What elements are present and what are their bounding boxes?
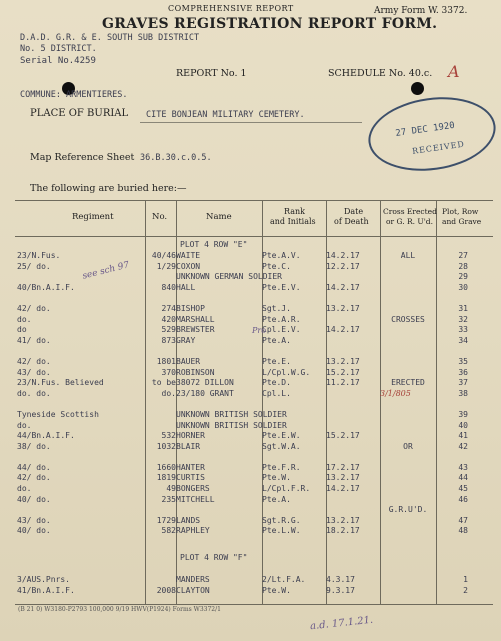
place-of-burial-label: PLACE OF BURIAL [30, 108, 129, 119]
cell-no: 274 [161, 303, 176, 313]
cell-name: BISHOP [176, 303, 205, 313]
cell-date: 14.2.17 [326, 251, 360, 260]
pencil-annotation: see sch 97 [81, 260, 131, 282]
cell-no: 1801 [156, 356, 176, 366]
burial-row [17, 293, 476, 304]
cell-date: 14.2.17 [326, 282, 360, 292]
burial-row [17, 484, 476, 495]
burial-row [17, 421, 476, 432]
cell-name: 23/180 GRANT [176, 388, 234, 398]
cell-date [326, 442, 380, 453]
cell-rank: Pte.E. [262, 356, 291, 366]
cell-date: 11.2.17 [326, 378, 360, 388]
cell-name: HANTER [176, 462, 205, 472]
cell-rank [262, 452, 326, 463]
cell-no: 420 [161, 314, 176, 324]
cell-rank: L/Cpl.W.G. [262, 367, 311, 377]
cell-cross [380, 272, 436, 283]
cell-reg: Tyneside Scottish [17, 409, 99, 419]
cell-name: BREWSTER [176, 325, 215, 335]
buried-here-intro: The following are buried here:— [30, 183, 187, 194]
cell-no [145, 410, 176, 421]
cell-cross [380, 526, 436, 537]
cell-cross [380, 325, 436, 336]
col-rank-sub: and Initials [270, 217, 316, 226]
cell-date [326, 410, 380, 421]
cell-reg: 42/ do. [17, 356, 51, 366]
cell-grave: 34 [458, 335, 468, 345]
cell-no [145, 575, 176, 586]
burial-row [17, 368, 476, 379]
burial-row [17, 431, 476, 442]
cell-grave: 1 [463, 575, 468, 584]
cell-rank: Pte.A. [262, 494, 291, 504]
cell-no [145, 399, 176, 410]
cell-no: 840 [161, 282, 176, 292]
cell-grave [436, 293, 476, 304]
burial-row [17, 346, 476, 357]
cell-date: 14.2.17 [326, 484, 360, 494]
cell-reg: 23/N.Fus. Believed [17, 378, 104, 388]
cell-grave [436, 399, 476, 410]
burial-row [17, 336, 476, 347]
cell-rank: Pte.A. [262, 335, 291, 345]
col-plot-sub: and Grave [442, 217, 482, 226]
cell-no [145, 346, 176, 357]
cell-grave: 36 [458, 367, 468, 377]
cell-name: BONGERS [176, 484, 210, 494]
col-plot: Plot, Row [442, 207, 479, 216]
form-title: GRAVES REGISTRATION REPORT FORM. [102, 16, 438, 32]
burial-table-b [17, 575, 476, 596]
place-of-burial-value: CITE BONJEAN MILITARY CEMETERY. [146, 110, 305, 120]
cell-reg: do. [17, 484, 32, 494]
cell-no [145, 293, 176, 304]
cell-cross [380, 495, 436, 506]
burial-row [17, 526, 476, 537]
cell-cross [380, 262, 436, 273]
cell-date: 18.2.17 [326, 526, 360, 536]
cell-grave: 2 [463, 585, 468, 595]
table-header-rule [15, 236, 493, 237]
cell-name [176, 452, 262, 463]
cell-name: COXON [176, 261, 201, 271]
cell-rank: Pte.L.W. [262, 526, 301, 536]
cell-cross [380, 473, 436, 484]
cell-name [176, 293, 262, 304]
cell-rank: Pte.W. [262, 585, 291, 595]
cell-no [145, 452, 176, 463]
cell-cross [380, 346, 436, 357]
cell-name: LANDS [176, 515, 201, 525]
burial-row [17, 463, 476, 474]
cell-date [326, 389, 380, 400]
col-rank: Rank [284, 207, 305, 216]
cell-date: 13.2.17 [326, 515, 360, 525]
cell-name [176, 505, 262, 516]
cell-date [326, 293, 380, 304]
cell-no: 1729 [156, 515, 176, 525]
burial-row [17, 283, 476, 294]
cell-rank: Pte.W. [262, 473, 291, 483]
cell-no: 873 [161, 335, 176, 345]
received-stamp [364, 89, 501, 178]
cell-grave: 42 [458, 441, 468, 451]
cell-name: UNKNOWN GERMAN SOLDIER [176, 272, 282, 282]
cell-rank: Pte.D. [262, 378, 291, 388]
cell-no: 2008 [156, 585, 176, 595]
cell-cross [380, 368, 436, 379]
burial-row [17, 325, 476, 336]
cell-cross: G.R.U'D. [388, 505, 428, 515]
cell-cross: OR [403, 441, 413, 451]
cell-grave: 41 [458, 431, 468, 441]
cell-rank: Sgt.R.G. [262, 515, 301, 525]
cell-grave: 35 [458, 356, 468, 366]
schedule-handwritten-mark: A [448, 62, 460, 81]
cell-date: 15.2.17 [326, 367, 360, 377]
burial-row [17, 495, 476, 506]
cell-rank [262, 399, 326, 410]
cell-date [326, 272, 380, 283]
cell-name: BAUER [176, 356, 201, 366]
cell-rank: Pte.A.R. [262, 314, 301, 324]
cell-reg: 41/ do. [17, 335, 51, 345]
stamp-date: 27 DEC 1920 [394, 120, 456, 140]
burial-row [17, 378, 476, 389]
serial-number: Serial No.4259 [20, 56, 96, 66]
cell-reg: 40/ do. [17, 494, 51, 504]
cell-grave: 44 [458, 473, 468, 483]
cell-date: 12.2.17 [326, 261, 360, 271]
cell-grave: 43 [458, 462, 468, 472]
cell-reg [17, 346, 145, 357]
cell-grave: 45 [458, 484, 468, 494]
cell-rank: Pte.C. [262, 261, 291, 271]
cell-date [326, 505, 380, 516]
schedule-number: SCHEDULE No. 40.c. [328, 68, 433, 79]
cell-reg: 43/ do. [17, 515, 51, 525]
cell-cross [380, 516, 436, 527]
cell-reg [17, 293, 145, 304]
cell-grave: 29 [458, 272, 468, 282]
cell-date [326, 336, 380, 347]
plot-heading-f: PLOT 4 ROW "F" [180, 553, 248, 562]
cell-reg: 41/Bn.A.I.F. [17, 585, 75, 595]
cell-rank: Sgt.W.A. [262, 441, 301, 451]
cell-reg [17, 505, 145, 516]
cell-reg: 44/Bn.A.I.F. [17, 431, 75, 441]
cell-cross: CROSSES [391, 314, 425, 324]
cell-grave: 48 [458, 526, 468, 536]
cell-no: 1/29 [156, 261, 176, 271]
cell-name: CURTIS [176, 473, 205, 483]
cell-no: 1660 [156, 462, 176, 472]
cell-name: ROBINSON [176, 367, 215, 377]
cell-cross [380, 399, 436, 410]
cell-reg: 43/ do. [17, 367, 51, 377]
cell-cross [380, 484, 436, 495]
cell-no: 235 [161, 494, 176, 504]
cell-rank: Pte.A.V. [262, 251, 301, 260]
cell-grave: 39 [458, 409, 468, 419]
stamp-word: RECEIVED [411, 139, 466, 156]
table-top-rule [15, 200, 493, 201]
burial-row [17, 473, 476, 484]
cell-cross [380, 452, 436, 463]
burial-row [17, 516, 476, 527]
cell-reg: 42/ do. [17, 473, 51, 483]
cell-date [326, 399, 380, 410]
cell-cross [380, 463, 436, 474]
col-name: Name [206, 212, 232, 222]
commune-line: COMMUNE: ARMENTIERES. [20, 90, 128, 100]
table-bottom-rule [15, 604, 493, 605]
cell-grave [436, 346, 476, 357]
cell-no: 1032 [156, 441, 176, 451]
cell-rank: Pte.F.R. [262, 462, 301, 472]
col-date: Date [344, 207, 364, 216]
cell-date: 4.3.17 [326, 575, 355, 584]
cell-name: BLAIR [176, 441, 201, 451]
cell-no: 370 [161, 367, 176, 377]
cell-date: 13.2.17 [326, 356, 360, 366]
cell-cross [380, 283, 436, 294]
cell-cross [380, 304, 436, 315]
cell-no: 1819 [156, 473, 176, 483]
district-line: No. 5 DISTRICT. [20, 44, 97, 54]
cell-name: UNKNOWN BRITISH SOLDIER [176, 420, 287, 430]
underline [140, 122, 362, 123]
cell-grave: 47 [458, 515, 468, 525]
cell-grave [436, 452, 476, 463]
cell-date [326, 421, 380, 432]
cell-no: 40/46 [151, 251, 176, 260]
cell-reg: 3/AUS.Pnrs. [17, 575, 70, 584]
cell-date [326, 315, 380, 326]
cell-rank: Cpl.E.V. [262, 325, 301, 335]
cell-reg [17, 452, 145, 463]
army-form-number: Army Form W. 3372. [374, 6, 468, 16]
cell-name: HALL [176, 282, 196, 292]
cell-grave [436, 505, 476, 516]
col-cross: Cross Erected [383, 207, 437, 216]
cell-reg: 40/Bn.A.I.F. [17, 282, 75, 292]
pencil-annotation-2: Pro [252, 326, 267, 335]
cell-rank [262, 505, 326, 516]
cell-name: GRAY [176, 335, 196, 345]
cell-cross [380, 410, 436, 421]
cell-name: MARSHALL [176, 314, 215, 324]
cell-cross [380, 431, 436, 442]
cell-reg: 44/ do. [17, 462, 51, 472]
cell-reg: 42/ do. [17, 303, 51, 313]
cell-date: 13.2.17 [326, 303, 360, 313]
cell-reg: do. do. [17, 388, 51, 398]
cell-cross [380, 586, 436, 597]
cell-rank: Pte.E.W. [262, 431, 301, 441]
cell-no [145, 505, 176, 516]
cell-no: to be [151, 378, 176, 388]
cell-name: CLAYTON [176, 585, 210, 595]
cell-reg: 23/N.Fus. [17, 251, 61, 260]
cell-reg: 40/ do. [17, 526, 51, 536]
cell-date: 9.3.17 [326, 585, 355, 595]
burial-row [17, 304, 476, 315]
burial-row [17, 442, 476, 453]
cell-rank: L/Cpl.F.R. [262, 484, 311, 494]
col-date-sub: of Death [334, 217, 369, 226]
footer-handwritten-date: a.d. 17.1.21. [309, 614, 374, 633]
burial-row [17, 575, 476, 586]
cell-grave: 32 [458, 314, 468, 324]
confidential-header: COMPREHENSIVE REPORT [168, 4, 294, 13]
cell-name: UNKNOWN BRITISH SOLDIER [176, 409, 287, 419]
cell-no: 49 [166, 484, 176, 494]
cell-name: MANDERS [176, 575, 210, 584]
cell-cross: ERECTED [391, 378, 425, 388]
cell-grave: 30 [458, 282, 468, 292]
punch-hole [411, 82, 424, 95]
cell-reg: do. [17, 314, 32, 324]
cell-rank: 2/Lt.F.A. [262, 575, 306, 584]
cell-grave: 28 [458, 261, 468, 271]
burial-row [17, 452, 476, 463]
burial-row [17, 586, 476, 597]
cell-date: 14.2.17 [326, 325, 360, 335]
cell-grave: 38 [458, 388, 468, 398]
cell-name [176, 399, 262, 410]
cell-no: 529 [161, 325, 176, 335]
cell-reg: 38/ do. [17, 441, 51, 451]
cell-date [326, 452, 380, 463]
cell-rank: Cpl.L. [262, 388, 291, 398]
cell-no [145, 272, 176, 283]
corrected-annotation: 3/1/805 [380, 389, 411, 398]
cell-date [326, 495, 380, 506]
cell-cross [380, 575, 436, 586]
cell-grave: 31 [458, 303, 468, 313]
cell-cross [380, 293, 436, 304]
map-reference-value: 36.B.30.c.0.5. [140, 153, 212, 163]
cell-no [145, 421, 176, 432]
burial-row [17, 399, 476, 410]
cell-no: 582 [161, 526, 176, 536]
cell-cross [380, 357, 436, 368]
cell-no: 532 [161, 431, 176, 441]
cell-name: HORNER [176, 431, 205, 441]
col-number: No. [152, 212, 168, 222]
footer-printing-info: (B 21 0) W3180-P2793 100,000 9/19 HWV(P1924) Forms W3372/1 [18, 606, 221, 613]
cell-cross [380, 336, 436, 347]
cell-grave: 33 [458, 325, 468, 335]
cell-name: MITCHELL [176, 494, 215, 504]
cell-reg: do. [17, 420, 32, 430]
cell-rank [262, 346, 326, 357]
cell-rank: Pte.E.V. [262, 282, 301, 292]
cell-date [326, 346, 380, 357]
cell-reg: do [17, 325, 27, 335]
cell-no: do. [161, 388, 176, 398]
cell-grave: 27 [458, 251, 468, 260]
burial-row [17, 505, 476, 516]
plot-heading-e: PLOT 4 ROW "E" [180, 240, 248, 249]
cell-grave: 46 [458, 494, 468, 504]
cell-grave: 37 [458, 378, 468, 388]
cell-name: 38072 DILLON [176, 378, 234, 388]
cell-name [176, 346, 262, 357]
burial-row [17, 315, 476, 326]
cell-grave: 40 [458, 420, 468, 430]
cell-date: 15.2.17 [326, 431, 360, 441]
col-cross-sub: or G. R. U'd. [386, 217, 433, 226]
cell-date: 13.2.17 [326, 473, 360, 483]
cell-cross: ALL [400, 251, 416, 260]
dad-line: D.A.D. G.R. & E. SOUTH SUB DISTRICT [20, 33, 200, 43]
burial-row [17, 357, 476, 368]
cell-reg [17, 399, 145, 410]
cell-name: RAPHLEY [176, 526, 210, 536]
report-number: REPORT No. 1 [176, 68, 247, 79]
cell-date: 17.2.17 [326, 462, 360, 472]
burial-row [17, 251, 476, 262]
map-reference-label: Map Reference Sheet [30, 152, 135, 163]
burial-row [17, 410, 476, 421]
cell-cross [380, 421, 436, 432]
cell-reg: 25/ do. [17, 261, 51, 271]
col-regiment: Regiment [72, 212, 114, 222]
cell-name: WAITE [176, 251, 201, 260]
cell-rank: Sgt.J. [262, 303, 291, 313]
cell-rank [262, 293, 326, 304]
